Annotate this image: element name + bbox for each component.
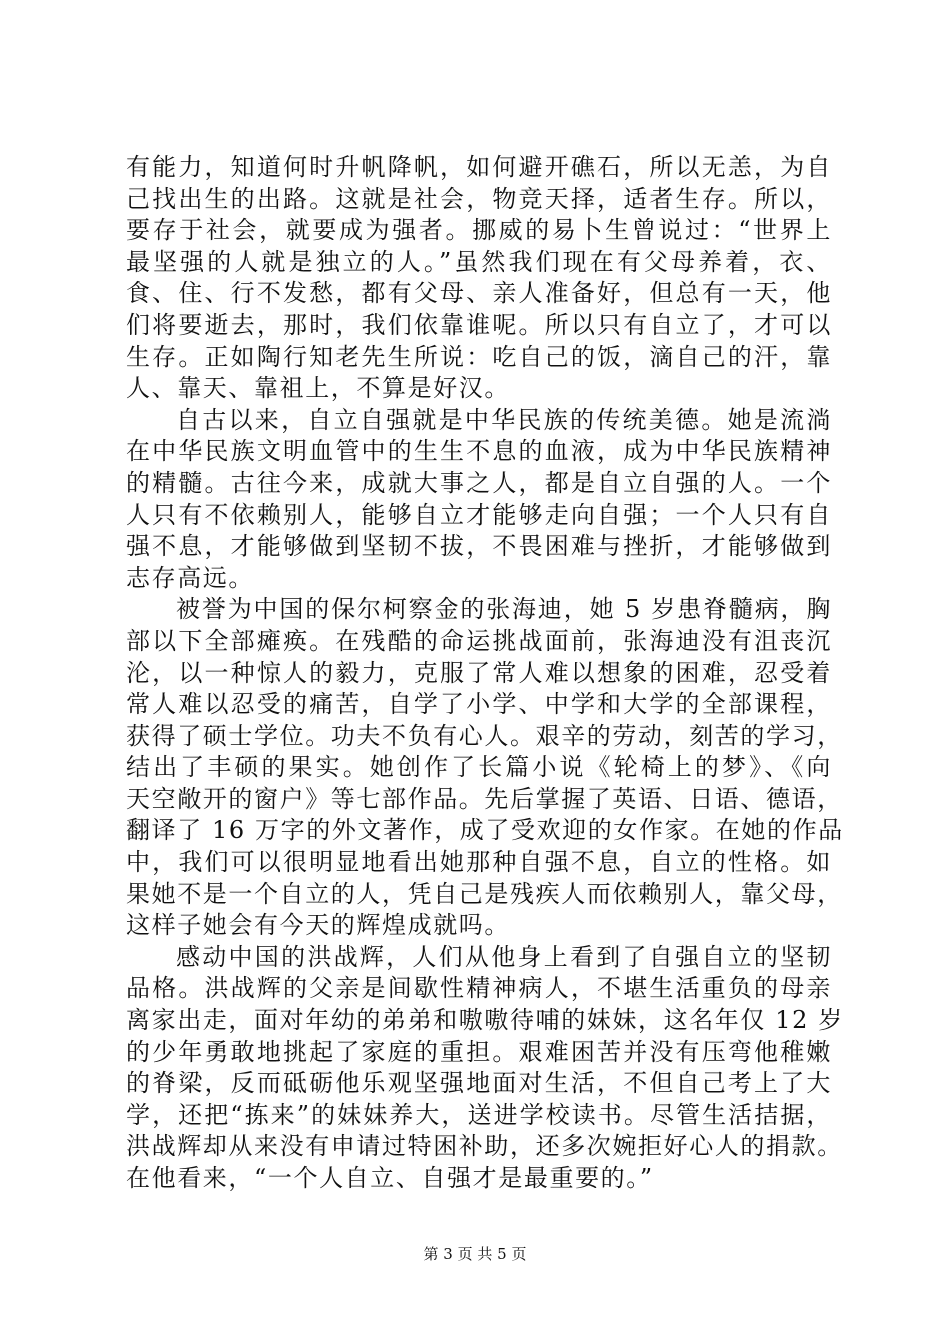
text-line: 果她不是一个自立的人，凭自己是残疾人而依赖别人，靠父母， <box>126 879 843 908</box>
text-line: 在中华民族文明血管中的生生不息的血液，成为中华民族精神 <box>126 437 832 466</box>
text-line: 在他看来，“一个人自立、自强才是最重要的。” <box>126 1164 654 1192</box>
text-line: 的脊梁，反而砥砺他乐观坚强地面对生活，不但自己考上了大 <box>126 1069 832 1098</box>
page-footer: 第 3 页 共 5 页 <box>423 1245 527 1263</box>
text-line: 天空敞开的窗户》等七部作品。先后掌握了英语、日语、德语， <box>126 784 843 813</box>
text-line: 中，我们可以很明显地看出她那种自强不息，自立的性格。如 <box>126 848 832 877</box>
text-line: 洪战辉却从来没有申请过特困补助，还多次婉拒好心人的捐款。 <box>126 1132 843 1161</box>
text-line: 沦，以一种惊人的毅力，克服了常人难以想象的困难，忍受着 <box>126 658 832 687</box>
text-line: 生存。正如陶行知老先生所说：吃自己的饭，滴自己的汗，靠 <box>126 342 832 371</box>
text-line: 强不息，才能够做到坚韧不拔，不畏困难与挫折，才能够做到 <box>126 532 832 561</box>
text-line: 们将要逝去，那时，我们依靠谁呢。所以只有自立了，才可以 <box>126 310 832 339</box>
text-line: 这样子她会有今天的辉煌成就吗。 <box>126 911 510 940</box>
text-line: 翻译了 16 万字的外文著作，成了受欢迎的女作家。在她的作品 <box>126 816 844 845</box>
text-line: 自古以来，自立自强就是中华民族的传统美德。她是流淌 <box>176 405 832 434</box>
text-line: 的少年勇敢地挑起了家庭的重担。艰难困苦并没有压弯他稚嫩 <box>126 1037 832 1066</box>
text-line: 最坚强的人就是独立的人。”虽然我们现在有父母养着，衣、 <box>126 247 832 276</box>
text-line: 结出了丰硕的果实。她创作了长篇小说《轮椅上的梦》、《向 <box>126 753 832 782</box>
text-line: 被誉为中国的保尔柯察金的张海迪，她 5 岁患脊髓病，胸 <box>176 595 832 624</box>
text-line: 食、住、行不发愁，都有父母、亲人准备好，但总有一天，他 <box>126 279 832 308</box>
text-line: 人、靠天、靠祖上，不算是好汉。 <box>126 374 510 403</box>
text-line: 品格。洪战辉的父亲是间歇性精神病人，不堪生活重负的母亲 <box>126 974 832 1003</box>
text-line: 志存高远。 <box>126 563 254 592</box>
text-line: 人只有不依赖别人，能够自立才能够走向自强；一个人只有自 <box>126 500 832 529</box>
text-line: 获得了硕士学位。功夫不负有心人。艰辛的劳动，刻苦的学习， <box>126 721 843 750</box>
body-text <box>126 152 844 1195</box>
text-line: 常人难以忍受的痛苦，自学了小学、中学和大学的全部课程， <box>126 690 832 719</box>
text-line: 己找出生的出路。这就是社会，物竞天择，适者生存。所以， <box>126 184 832 213</box>
text-line: 学，还把“拣来”的妹妹养大，送进学校读书。尽管生活拮据， <box>126 1100 832 1129</box>
text-line: 离家出走，面对年幼的弟弟和嗷嗷待哺的妹妹，这名年仅 12 岁 <box>126 1006 844 1035</box>
text-line: 有能力，知道何时升帆降帆，如何避开礁石，所以无恙，为自 <box>126 153 832 181</box>
text-line: 的精髓。古往今来，成就大事之人，都是自立自强的人。一个 <box>126 468 832 497</box>
text-line: 要存于社会，就要成为强者。挪威的易卜生曾说过：“世界上 <box>126 216 832 245</box>
text-line: 感动中国的洪战辉，人们从他身上看到了自强自立的坚韧 <box>176 942 832 971</box>
text-line: 部以下全部瘫痪。在残酷的命运挑战面前，张海迪没有沮丧沉 <box>126 626 832 655</box>
